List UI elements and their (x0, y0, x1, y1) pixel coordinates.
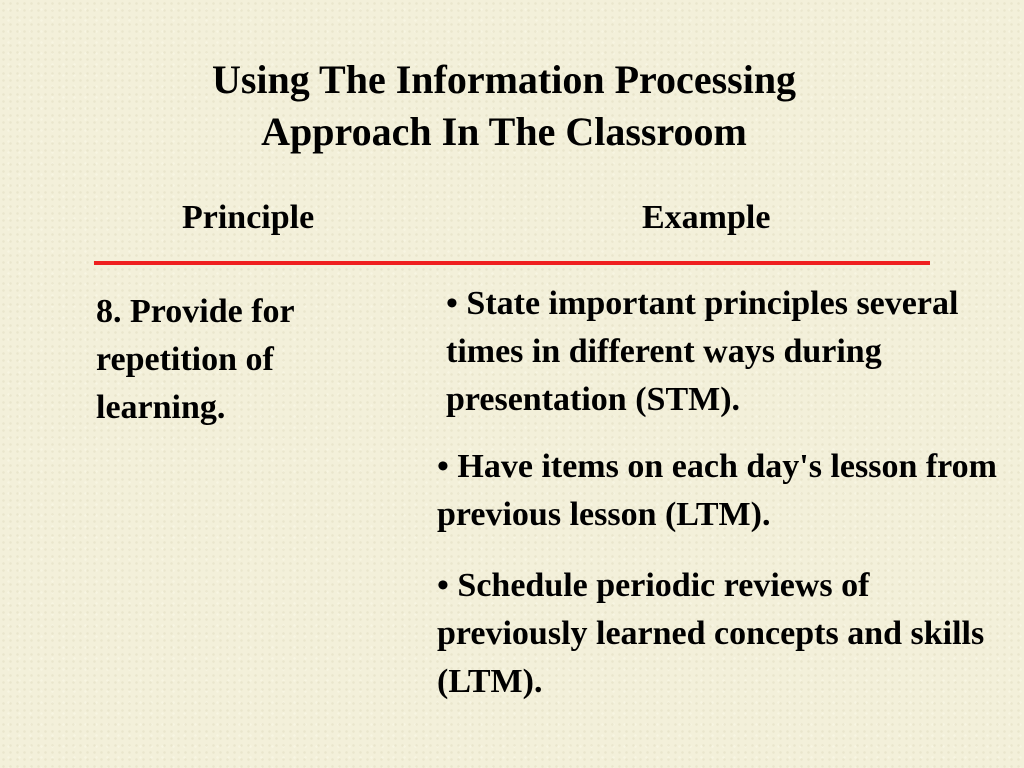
bullet: • (437, 448, 449, 485)
slide-title-line-2: Approach In The Classroom (261, 109, 747, 154)
slide-title-line-1: Using The Information Processing (211, 57, 797, 102)
bullet: • (446, 285, 458, 322)
bullet: • (437, 567, 449, 604)
slide-title (100, 54, 908, 158)
header-divider (94, 261, 930, 265)
principle-column-header: Principle (182, 199, 315, 236)
principle-text: 8. Provide for repetition of learning. (96, 293, 294, 426)
example-text: State important principles several times in different ways during presentation (STM). (446, 285, 959, 418)
example-item-1 (446, 280, 986, 424)
example-item-3 (437, 562, 1017, 706)
example-item-2 (437, 443, 1017, 539)
example-text: Schedule periodic reviews of previously learned concepts and skills (LTM). (437, 567, 985, 700)
example-text: Have items on each day's lesson from previous lesson (LTM). (437, 448, 997, 533)
example-column-header: Example (642, 199, 771, 236)
